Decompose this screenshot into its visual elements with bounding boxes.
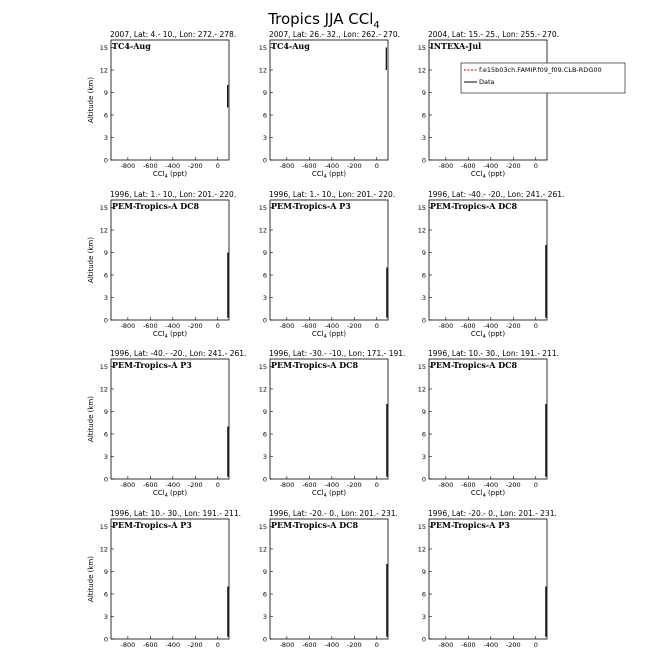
x-tick-label: -600: [142, 481, 158, 489]
x-tick-label: -600: [142, 322, 158, 330]
y-tick-label: 0: [262, 475, 267, 484]
panel-grid: [87, 30, 625, 648]
x-tick-label: 0: [374, 641, 379, 648]
x-tick-label: 0: [215, 641, 220, 648]
y-tick-label: 3: [103, 452, 108, 461]
x-tick-label: -800: [279, 322, 295, 330]
x-tick-label: -200: [187, 162, 203, 170]
x-tick-label: 0: [374, 322, 379, 330]
panel-title: 1996, Lat: -30.- -10., Lon: 171.- 191.: [269, 349, 406, 358]
plot-frame: [111, 200, 229, 320]
y-tick-label: 12: [258, 545, 267, 554]
y-tick-label: 3: [262, 293, 267, 302]
chart-panel-3: [418, 30, 625, 180]
y-tick-label: 9: [421, 407, 426, 416]
plot-frame: [429, 40, 547, 160]
y-tick-label: 6: [262, 111, 267, 120]
y-tick-label: 15: [99, 362, 108, 371]
legend-entry: f.e15b03ch.FAMIP.f09_f09.CLB-RDG00: [479, 66, 602, 74]
x-tick-label: -600: [301, 322, 317, 330]
x-tick-label: -600: [460, 322, 476, 330]
panel-title: 1996, Lat: -40.- -20., Lon: 241.- 261.: [428, 190, 565, 199]
y-tick-label: 3: [421, 293, 426, 302]
y-tick-label: 6: [262, 430, 267, 439]
figure-title-text: Tropics JJA CCl: [268, 10, 374, 28]
y-tick-label: 15: [99, 522, 108, 531]
x-tick-label: 0: [215, 481, 220, 489]
panel-title: 2004, Lat: 15.- 25., Lon: 255.- 270.: [428, 30, 559, 39]
campaign-label: PEM-Tropics-A DC8: [430, 201, 518, 211]
x-tick-label: -200: [187, 481, 203, 489]
y-tick-label: 9: [103, 567, 108, 576]
y-tick-label: 9: [421, 567, 426, 576]
chart-panel-6: [418, 190, 565, 340]
x-tick-label: 0: [533, 481, 538, 489]
y-tick-label: 6: [421, 271, 426, 280]
campaign-label: TC4-Aug: [271, 41, 310, 51]
plot-frame: [111, 359, 229, 479]
chart-panel-8: [259, 349, 406, 499]
y-tick-label: 3: [103, 293, 108, 302]
panel-title: 1996, Lat: 10.- 30., Lon: 191.- 211.: [428, 349, 559, 358]
panel-title: 1996, Lat: 1.- 10., Lon: 201.- 220.: [110, 190, 237, 199]
y-tick-label: 6: [262, 590, 267, 599]
y-tick-label: 0: [262, 316, 267, 325]
plot-frame: [270, 40, 388, 160]
x-tick-label: -800: [279, 641, 295, 648]
y-tick-label: 12: [417, 66, 426, 75]
y-tick-label: 3: [421, 133, 426, 142]
y-tick-label: 15: [258, 43, 267, 52]
legend: [461, 63, 625, 93]
chart-panel-2: [259, 30, 400, 180]
plot-frame: [270, 359, 388, 479]
campaign-label: PEM-Tropics-A DC8: [112, 201, 200, 211]
legend-entry: Data: [479, 78, 495, 86]
y-tick-label: 3: [421, 452, 426, 461]
chart-panel-5: [259, 190, 396, 340]
y-tick-label: 15: [417, 203, 426, 212]
x-tick-label: -400: [324, 641, 340, 648]
y-axis-label: Altitude (km): [87, 396, 95, 442]
x-axis-label: CCl$_4$ (ppt): [152, 489, 188, 499]
x-tick-label: -200: [505, 641, 521, 648]
plot-frame: [429, 519, 547, 639]
y-tick-label: 9: [421, 248, 426, 257]
y-axis-label: Altitude (km): [87, 77, 95, 123]
y-tick-label: 0: [421, 156, 426, 165]
x-axis-label: CCl$_4$ (ppt): [470, 330, 506, 340]
x-tick-label: -800: [279, 162, 295, 170]
y-tick-label: 6: [103, 271, 108, 280]
y-tick-label: 9: [421, 88, 426, 97]
y-tick-label: 3: [103, 133, 108, 142]
x-axis-label: CCl$_4$ (ppt): [311, 489, 347, 499]
plot-frame: [111, 40, 229, 160]
x-axis-label: CCl$_4$ (ppt): [152, 330, 188, 340]
chart-panel-7: [87, 349, 246, 499]
campaign-label: PEM-Tropics-A DC8: [271, 520, 359, 530]
y-tick-label: 0: [421, 475, 426, 484]
plot-frame: [111, 519, 229, 639]
panel-title: 1996, Lat: -20.- 0., Lon: 201.- 231.: [269, 509, 398, 518]
x-tick-label: -600: [460, 162, 476, 170]
y-tick-label: 6: [421, 430, 426, 439]
y-tick-label: 0: [262, 635, 267, 644]
figure-title: [267, 10, 380, 31]
y-tick-label: 3: [103, 612, 108, 621]
y-tick-label: 12: [417, 385, 426, 394]
x-tick-label: 0: [374, 162, 379, 170]
y-tick-label: 12: [99, 385, 108, 394]
campaign-label: PEM-Tropics-A P3: [271, 201, 351, 211]
y-tick-label: 15: [99, 43, 108, 52]
y-tick-label: 15: [417, 43, 426, 52]
y-tick-label: 12: [99, 226, 108, 235]
chart-panel-11: [259, 509, 398, 648]
panel-title: 1996, Lat: -20.- 0., Lon: 201.- 231.: [428, 509, 557, 518]
y-tick-label: 0: [103, 316, 108, 325]
x-axis-label: CCl$_4$ (ppt): [311, 330, 347, 340]
y-axis-label: Altitude (km): [87, 237, 95, 283]
y-tick-label: 0: [262, 156, 267, 165]
x-tick-label: -200: [505, 481, 521, 489]
figure-title-subscript: 4: [373, 20, 380, 31]
y-tick-label: 12: [99, 545, 108, 554]
y-tick-label: 6: [262, 271, 267, 280]
y-tick-label: 9: [103, 248, 108, 257]
y-tick-label: 12: [258, 226, 267, 235]
x-tick-label: -200: [187, 322, 203, 330]
y-tick-label: 12: [258, 385, 267, 394]
x-tick-label: -400: [483, 322, 499, 330]
x-tick-label: -400: [483, 162, 499, 170]
y-tick-label: 6: [421, 111, 426, 120]
chart-panel-4: [87, 190, 236, 340]
x-tick-label: -800: [120, 322, 136, 330]
y-tick-label: 9: [262, 248, 267, 257]
x-tick-label: -800: [279, 481, 295, 489]
panel-title: 1996, Lat: -40.- -20., Lon: 241.- 261.: [110, 349, 247, 358]
x-tick-label: -600: [460, 481, 476, 489]
y-tick-label: 0: [103, 156, 108, 165]
y-tick-label: 3: [421, 612, 426, 621]
x-tick-label: -200: [346, 481, 362, 489]
y-tick-label: 12: [417, 545, 426, 554]
x-axis-label: CCl$_4$ (ppt): [152, 170, 188, 180]
chart-panel-12: [418, 509, 557, 648]
x-tick-label: -200: [187, 641, 203, 648]
x-tick-label: -200: [505, 322, 521, 330]
y-tick-label: 9: [262, 88, 267, 97]
panel-title: 2007, Lat: 4.- 10., Lon: 272.- 278.: [110, 30, 237, 39]
y-tick-label: 0: [421, 635, 426, 644]
x-tick-label: 0: [374, 481, 379, 489]
y-tick-label: 3: [262, 452, 267, 461]
y-tick-label: 3: [262, 612, 267, 621]
x-tick-label: -800: [438, 162, 454, 170]
y-tick-label: 6: [103, 430, 108, 439]
x-tick-label: -800: [120, 162, 136, 170]
x-tick-label: -600: [301, 162, 317, 170]
y-tick-label: 0: [103, 635, 108, 644]
x-tick-label: 0: [533, 322, 538, 330]
x-tick-label: 0: [215, 322, 220, 330]
y-tick-label: 6: [421, 590, 426, 599]
panel-title: 2007, Lat: 26.- 32., Lon: 262.- 270.: [269, 30, 400, 39]
x-tick-label: -800: [438, 322, 454, 330]
campaign-label: PEM-Tropics-A P3: [430, 520, 510, 530]
y-tick-label: 9: [103, 407, 108, 416]
campaign-label: PEM-Tropics-A DC8: [271, 360, 359, 370]
y-tick-label: 12: [99, 66, 108, 75]
x-tick-label: 0: [533, 162, 538, 170]
x-tick-label: -200: [346, 162, 362, 170]
x-axis-label: CCl$_4$ (ppt): [311, 170, 347, 180]
panel-title: 1996, Lat: 10.- 30., Lon: 191.- 211.: [110, 509, 241, 518]
campaign-label: PEM-Tropics-A P3: [112, 360, 192, 370]
y-tick-label: 15: [99, 203, 108, 212]
y-tick-label: 0: [103, 475, 108, 484]
x-tick-label: -600: [301, 481, 317, 489]
campaign-label: PEM-Tropics-A DC8: [430, 360, 518, 370]
y-tick-label: 0: [421, 316, 426, 325]
x-tick-label: -400: [165, 162, 181, 170]
x-tick-label: -400: [165, 322, 181, 330]
x-tick-label: -400: [324, 481, 340, 489]
y-tick-label: 6: [103, 590, 108, 599]
x-tick-label: 0: [215, 162, 220, 170]
y-tick-label: 9: [262, 407, 267, 416]
x-tick-label: -400: [165, 481, 181, 489]
x-tick-label: -600: [142, 162, 158, 170]
y-tick-label: 12: [258, 66, 267, 75]
x-tick-label: -800: [120, 641, 136, 648]
x-tick-label: -400: [324, 322, 340, 330]
x-tick-label: -400: [483, 641, 499, 648]
x-tick-label: -400: [165, 641, 181, 648]
y-tick-label: 9: [103, 88, 108, 97]
x-tick-label: -200: [346, 322, 362, 330]
y-tick-label: 9: [262, 567, 267, 576]
plot-frame: [429, 359, 547, 479]
campaign-label: PEM-Tropics-A P3: [112, 520, 192, 530]
x-tick-label: -600: [142, 641, 158, 648]
plot-frame: [270, 519, 388, 639]
y-tick-label: 15: [417, 522, 426, 531]
x-tick-label: -800: [120, 481, 136, 489]
y-tick-label: 15: [258, 522, 267, 531]
chart-panel-9: [418, 349, 559, 499]
x-tick-label: -800: [438, 641, 454, 648]
x-tick-label: -600: [301, 641, 317, 648]
y-tick-label: 15: [258, 362, 267, 371]
x-tick-label: -200: [346, 641, 362, 648]
x-tick-label: -200: [505, 162, 521, 170]
x-tick-label: 0: [533, 641, 538, 648]
plot-frame: [429, 200, 547, 320]
y-tick-label: 12: [417, 226, 426, 235]
x-axis-label: CCl$_4$ (ppt): [470, 170, 506, 180]
campaign-label: INTEXA-Jul: [430, 41, 482, 51]
x-tick-label: -800: [438, 481, 454, 489]
x-tick-label: -400: [324, 162, 340, 170]
y-tick-label: 15: [417, 362, 426, 371]
y-tick-label: 3: [262, 133, 267, 142]
plot-frame: [270, 200, 388, 320]
x-tick-label: -600: [460, 641, 476, 648]
campaign-label: TC4-Aug: [112, 41, 151, 51]
x-axis-label: CCl$_4$ (ppt): [470, 489, 506, 499]
x-tick-label: -400: [483, 481, 499, 489]
y-axis-label: Altitude (km): [87, 556, 95, 602]
chart-panel-10: [87, 509, 241, 648]
y-tick-label: 15: [258, 203, 267, 212]
panel-title: 1996, Lat: 1.- 10., Lon: 201.- 220.: [269, 190, 396, 199]
y-tick-label: 6: [103, 111, 108, 120]
chart-panel-1: [87, 30, 236, 180]
